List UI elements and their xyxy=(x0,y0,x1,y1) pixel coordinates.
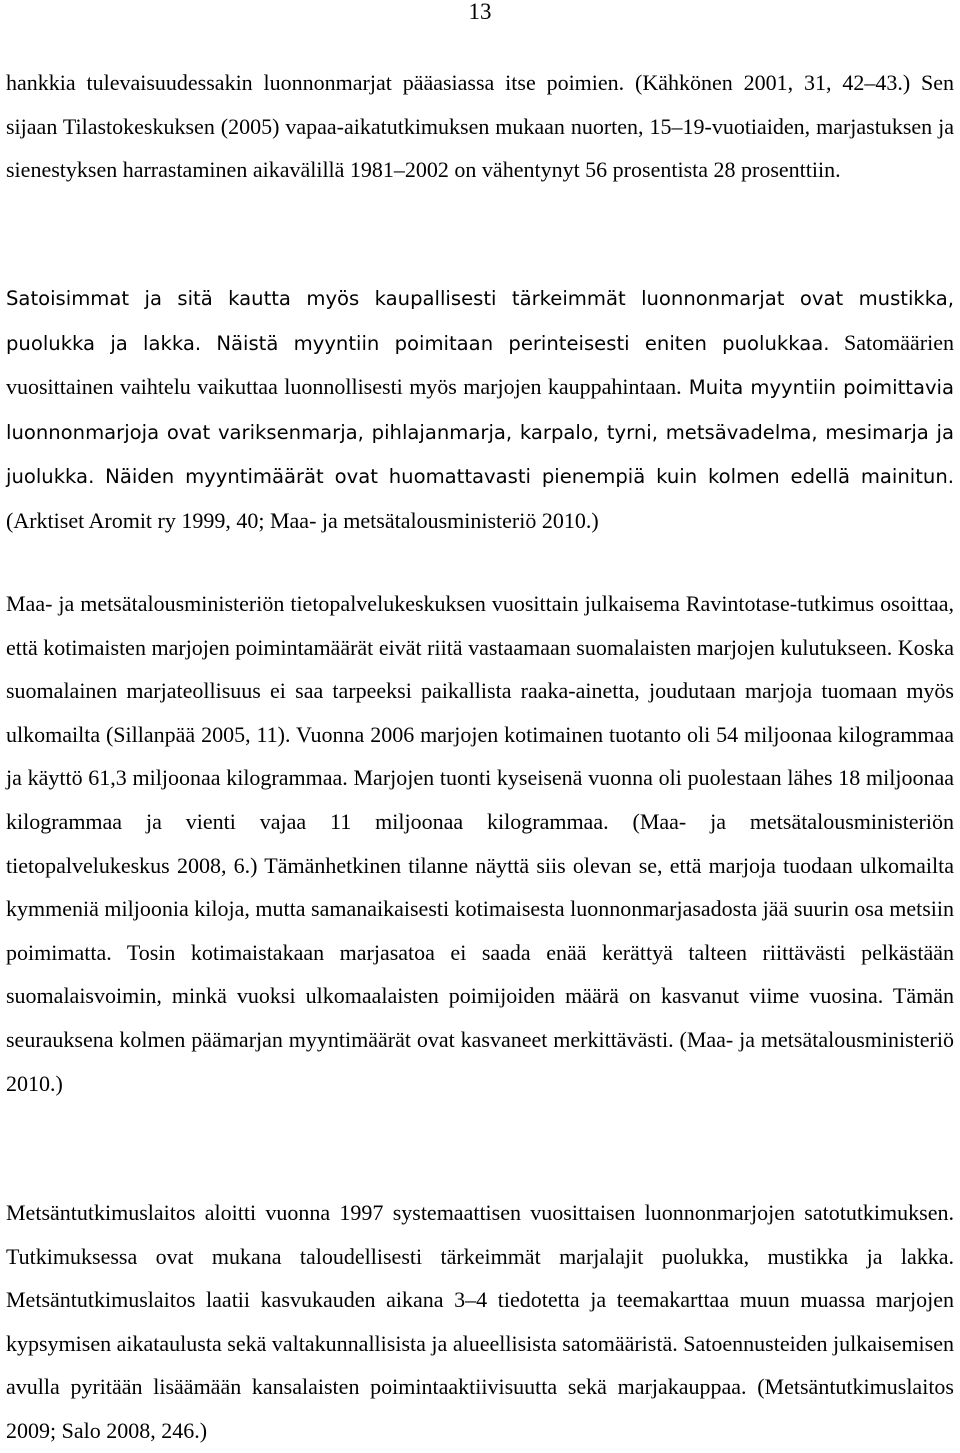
paragraph-2 xyxy=(6,276,954,543)
paragraph-2-text-sans-b: Muita myyntiin poimittavia luonnonmarjoja ovat variksenmarja, pihlajanmarja, karpalo, tyrni, metsävadelma, mesimarja ja juolukka. Näiden myyntimäärät ovat huomattavasti pienempiä kuin kolmen edellä mainitun. xyxy=(6,376,954,489)
paragraph-1-text: hankkia tulevaisuudessakin luonnonmarjat pääasiassa itse poimien. (Kähkönen 2001, 31, 42–43.) Sen sijaan Tilastokeskuksen (2005) vapaa-aikatutkimuksen mukaan nuorten, 15–19-vuotiaiden, marjastuksen ja sienestyksen harrastaminen aikavälillä 1981–2002 on vähentynyt 56 prosentista 28 prosenttiin. xyxy=(6,70,954,183)
paragraph-2-text-serif-a: Satomäärien vuosittainen vaihtelu vaikuttaa luonnollisesti myös marjojen kauppahintaan. xyxy=(6,329,954,400)
paragraph-1 xyxy=(6,61,954,192)
paragraph-3-text: Maa- ja metsätalousministeriön tietopalvelukeskuksen vuosittain julkaisema Ravintotase-tutkimus osoittaa, että kotimaisten marjojen poimintamäärät eivät riitä vastaamaan suomalaisten marjojen kulutukseen. Koska suomalainen marjateollisuus ei saa tarpeeksi paikallista raaka-ainetta, joudutaan marjoja tuomaan myös ulkomailta (Sillanpää 2005, 11). Vuonna 2006 marjojen kotimainen tuotanto oli 54 miljoonaa kilogrammaa ja käyttö 61,3 miljoonaa kilogrammaa. Marjojen tuonti kyseisenä vuonna oli puolestaan lähes 18 miljoonaa kilogrammaa ja vienti vajaa 11 miljoonaa kilogrammaa. (Maa- ja metsätalousministeriön tietopalvelukeskus 2008, 6.) Tämänhetkinen tilanne näyttä siis olevan se, että marjoja tuodaan ulkomailta kymmeniä miljoonia kiloja, mutta samanaikaisesti kotimaisesta luonnonmarjasadosta jää suurin osa metsiin poimimatta. Tosin kotimaistakaan marjasatoa ei saada enää kerättyä talteen riittävästi pelkästään suomalaisvoimin, minkä vuoksi ulkomaalaisten poimijoiden määrä on kasvanut viime vuosina. Tämän seurauksena kolmen päämarjan myyntimäärät ovat kasvaneet merkittävästi. (Maa- ja metsätalousministeriö 2010.) xyxy=(6,591,954,1096)
paragraph-3 xyxy=(6,582,954,1105)
paragraph-4-text: Metsäntutkimuslaitos aloitti vuonna 1997 systemaattisen vuosittaisen luonnonmarjojen satotutkimuksen. Tutkimuksessa ovat mukana taloudellisesti tärkeimmät marjalajit puolukka, mustikka ja lakka. Metsäntutkimuslaitos laatii kasvukauden aikana 3–4 tiedotetta ja teemakarttaa muun muassa marjojen kypsymisen aikataulusta sekä valtakunnallisista ja alueellisista satomääristä. Satoennusteiden julkaisemisen avulla pyritään lisäämään kansalaisten poimintaaktiivisuutta sekä marjakauppaa. (Metsäntutkimuslaitos 2009; Salo 2008, 246.) xyxy=(6,1200,954,1443)
paragraph-2-text-sans-a: Satoisimmat ja sitä kautta myös kaupallisesti tärkeimmät luonnonmarjat ovat mustikka, puolukka ja lakka. Näistä myyntiin poimitaan perinteisesti eniten puolukkaa. xyxy=(6,287,954,355)
paragraph-2-citation: (Arktiset Aromit ry 1999, 40; Maa- ja metsätalousministeriö 2010.) xyxy=(6,507,599,533)
page-number xyxy=(0,0,960,24)
paragraph-4 xyxy=(6,1191,954,1453)
page-number-text: 13 xyxy=(468,0,492,24)
